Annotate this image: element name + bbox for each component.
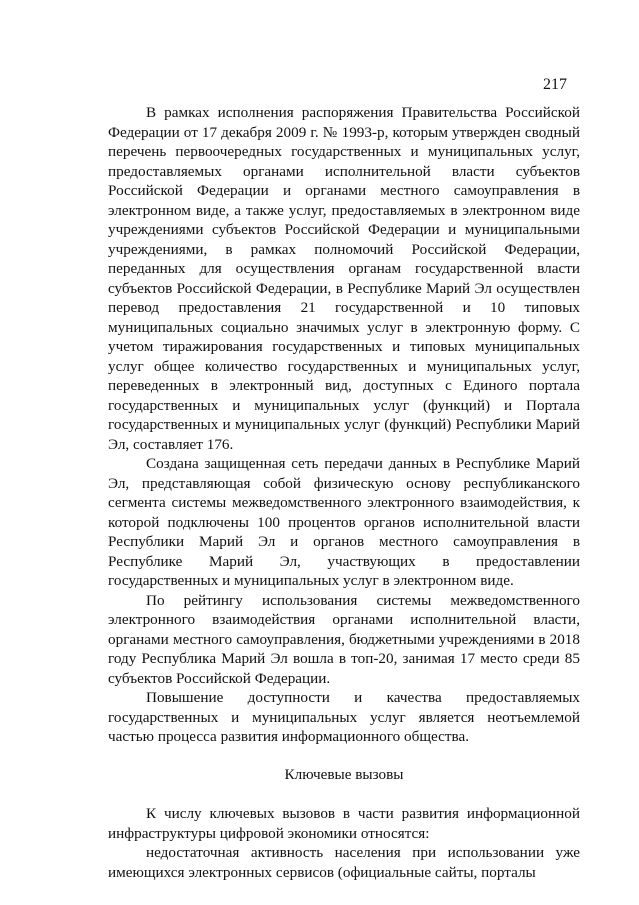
paragraph-electronic-services: В рамках исполнения распоряжения Правительства Российской Федерации от 17 декабря 2009 г. № 1993-р, которым утвержден сводный перечень первоочередных государственных и муниципальных услуг, предоставляемых органами исполнительной власти субъектов Российской Федерации и органами местного самоуправления в электронном виде, а также услуг, предоставляемых в электронном виде учреждениями субъектов Российской Федерации и муниципальными учреждениями, в рамках полномочий Российской Федерации, переданных для осуществления органам государственной власти субъектов Российской Федерации, в Республике Марий Эл осуществлен перевод предоставления 21 государственной и 10 типовых муниципальных социально значимых услуг в электронную форму. С учетом тиражирования государственных и типовых муниципальных услуг общее количество государственных и муниципальных услуг, переведенных в электронный вид, доступных с Единого портала государственных и муниципальных услуг (функций) и Портала государственных и муниципальных услуг (функций) Республики Марий Эл, составляет 176. bbox=[108, 104, 580, 453]
paragraph-secure-network: Создана защищенная сеть передачи данных в Республике Марий Эл, представляющая собой физическую основу республиканского сегмента системы межведомственного электронного взаимодействия, к которой подключены 100 процентов органов исполнительной власти Республики Марий Эл и органов местного самоуправления в Республике Марий Эл, участвующих в предоставлении государственных и муниципальных услуг в электронном виде. bbox=[108, 455, 580, 589]
paragraph-low-activity: недостаточная активность населения при использовании уже имеющихся электронных сервисов (официальные сайты, порталы bbox=[108, 844, 580, 881]
page-number: 217 bbox=[543, 76, 567, 93]
section-heading: Ключевые вызовы bbox=[284, 765, 404, 783]
paragraph-rating: По рейтингу использования системы межведомственного электронного взаимодействия органами исполнительной власти, органами местного самоуправления, бюджетными учреждениями в 2018 году Республика Марий Эл вошла в топ-20, занимая 17 место среди 85 субъектов Российской Федерации. bbox=[108, 591, 580, 687]
paragraph-key-challenges: К числу ключевых вызовов в части развития информационной инфраструктуры цифровой экономики относятся: bbox=[108, 805, 580, 842]
document-body bbox=[108, 103, 580, 882]
paragraph-accessibility: Повышение доступности и качества предоставляемых государственных и муниципальных услуг является неотъемлемой частью процесса развития информационного общества. bbox=[108, 689, 580, 745]
